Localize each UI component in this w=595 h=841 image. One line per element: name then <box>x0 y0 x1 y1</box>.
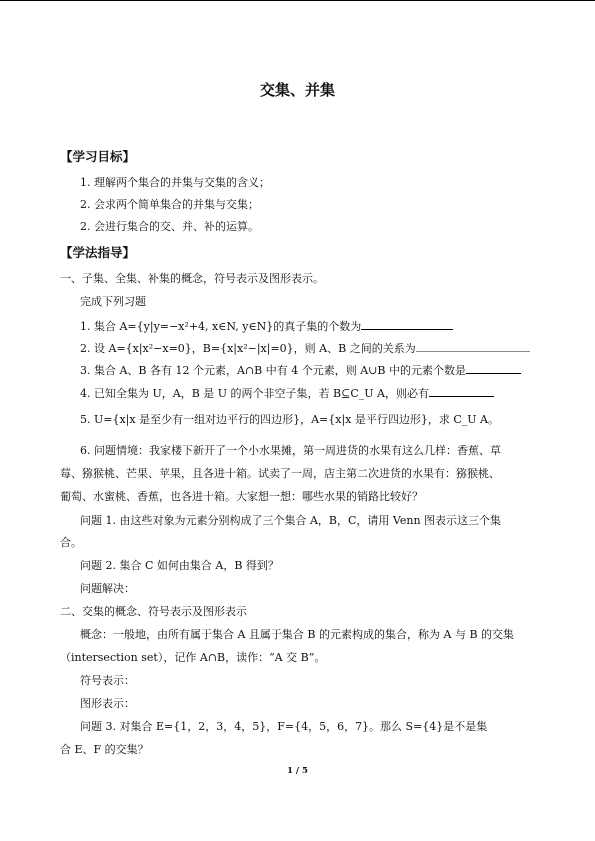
problem-solve-label: 问题解决： <box>80 582 135 595</box>
answer-blank[interactable] <box>429 385 494 397</box>
answer-blank[interactable] <box>466 362 521 374</box>
goal-item: 2. 会进行集合的交、并、补的运算。 <box>80 220 259 233</box>
goal-item: 2. 会求两个简单集合的并集与交集； <box>80 198 259 211</box>
top-border-line <box>0 0 595 1</box>
question-2-text: 2. 设 A={x|x²−x=0}，B={x|x²−|x|=0}，则 A、B 之间的关系为 <box>80 342 416 355</box>
part1-heading: 一、子集、全集、补集的概念，符号表示及图形表示。 <box>60 272 324 285</box>
question-4-text: 4. 已知全集为 U，A，B 是 U 的两个非空子集，若 B⊆C_U A，则必有 <box>80 387 429 400</box>
page-number: 1 / 5 <box>287 766 308 776</box>
graph-label: 图形表示： <box>80 697 135 710</box>
question-2 <box>80 340 530 356</box>
question-5: 5. U={x|x 是至少有一组对边平行的四边形}，A={x|x 是平行四边形}，求 C_U A。 <box>80 413 499 426</box>
exercise-intro: 完成下列习题 <box>80 295 146 308</box>
problem-3-line: 合 E、F 的交集？ <box>60 743 149 756</box>
answer-blank[interactable] <box>416 340 530 352</box>
goal-item: 1. 理解两个集合的并集与交集的含义； <box>80 176 270 189</box>
question-3 <box>80 362 521 378</box>
concept-line: （intersection set），记作 A∩B，读作：“A 交 B”。 <box>60 651 326 664</box>
symbol-label: 符号表示： <box>80 674 135 687</box>
question-6-line: 6. 问题情境：我家楼下新开了一个小水果摊，第一周进货的水果有这么几样：香蕉、草 <box>80 444 501 457</box>
concept-line: 概念：一般地，由所有属于集合 A 且属于集合 B 的元素构成的集合，称为 A 与 B 的交集 <box>80 628 515 641</box>
problem-1-line: 问题 1. 由这些对象为元素分别构成了三个集合 A，B，C，请用 Venn 图表示这三个集 <box>80 514 502 527</box>
problem-3-line: 问题 3. 对集合 E={1，2，3，4，5}，F={4，5，6，7}。那么 S={4}是不是集 <box>80 720 488 733</box>
guide-heading: 【学法指导】 <box>60 245 136 260</box>
answer-blank[interactable] <box>361 318 453 330</box>
problem-1-line: 合。 <box>60 536 82 549</box>
question-1-text: 1. 集合 A={y|y=−x²+4, x∈N, y∈N}的真子集的个数为 <box>80 320 362 333</box>
page-title: 交集、并集 <box>259 81 335 99</box>
goals-heading: 【学习目标】 <box>60 149 136 164</box>
question-1 <box>80 318 453 334</box>
question-6-line: 葡萄、水蜜桃、香蕉，也各进十箱。大家想一想：哪些水果的销路比较好？ <box>60 490 423 503</box>
part2-heading: 二、交集的概念、符号表示及图形表示 <box>60 605 247 618</box>
question-6-line: 莓、猕猴桃、芒果、苹果，且各进十箱。试卖了一周，店主第二次进货的水果有：猕猴桃、 <box>60 467 500 480</box>
question-3-text: 3. 集合 A、B 各有 12 个元素，A∩B 中有 4 个元素，则 A∪B 中的元素个数是 <box>80 364 466 377</box>
question-4 <box>80 385 494 401</box>
problem-2: 问题 2. 集合 C 如何由集合 A，B 得到？ <box>80 559 279 572</box>
